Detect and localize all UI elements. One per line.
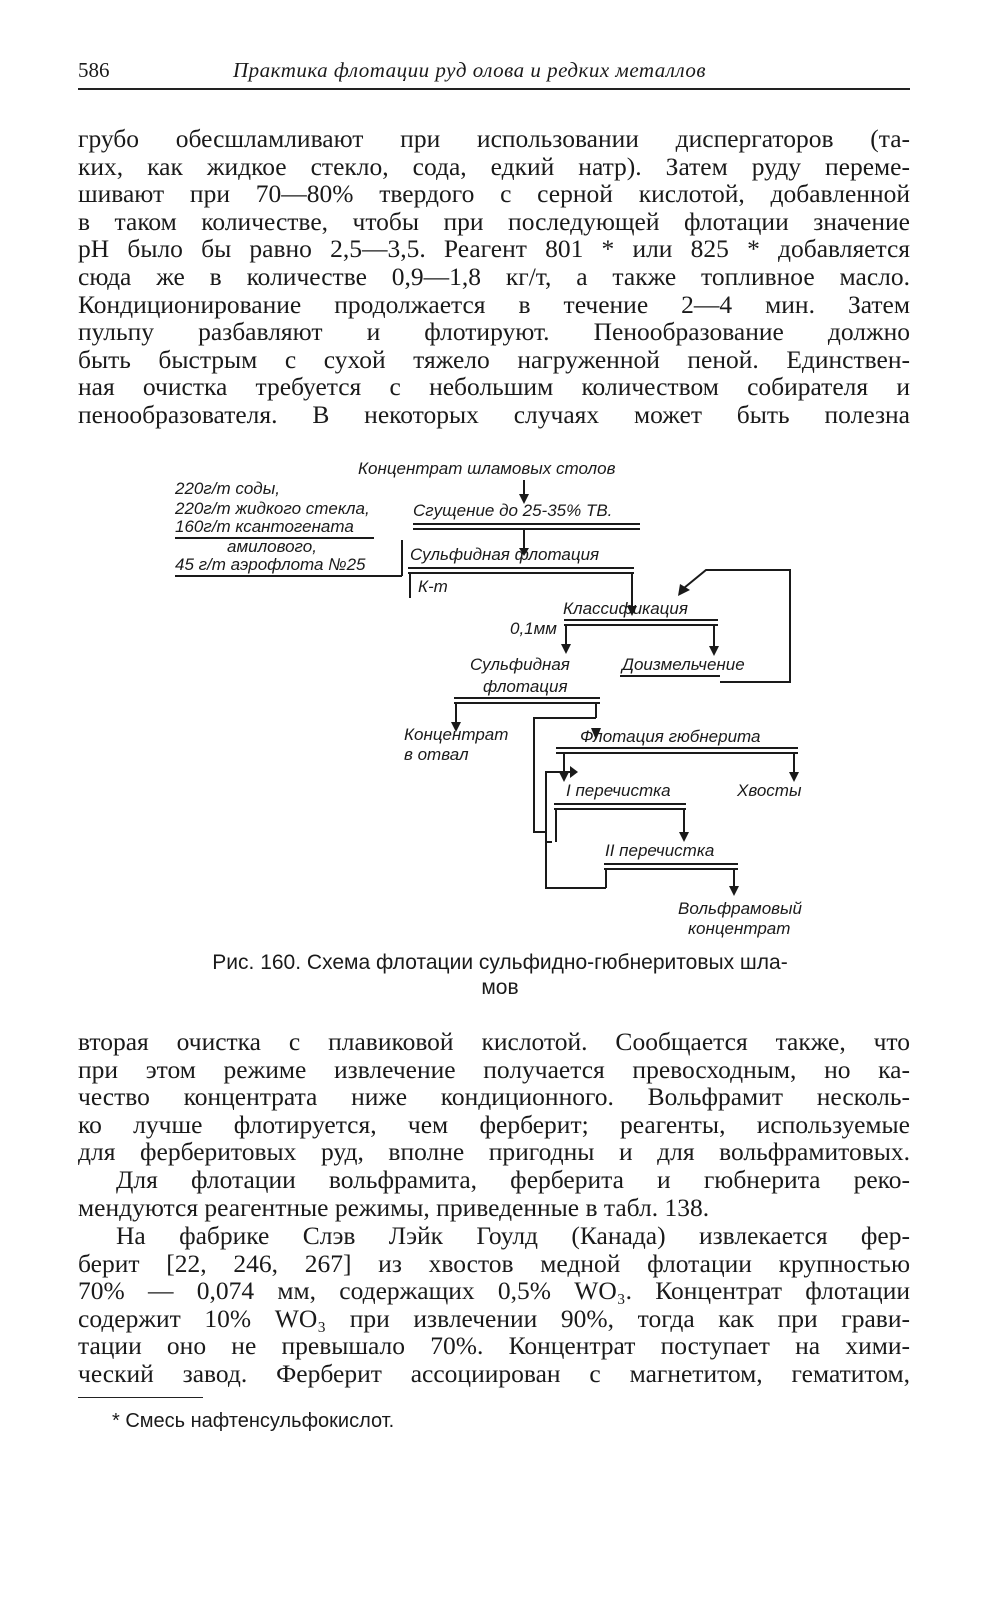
- flowsheet-diagram: [0, 450, 994, 940]
- concentrate-dump-label: Концентрат: [404, 725, 509, 744]
- cleaning-2-label: II перечистка: [605, 841, 715, 860]
- figure-caption: [160, 950, 840, 1000]
- tungsten-concentrate-label: концентрат: [688, 919, 791, 938]
- running-title: Практика флотации руд олова и редких металлов: [233, 58, 706, 82]
- text-line: Для флотации вольфрамита, ферберита и гюбнерита реко-: [116, 1165, 910, 1194]
- reagent-line: 220г/т соды,: [175, 479, 280, 498]
- paragraph-3: [78, 1166, 910, 1221]
- page-header: [78, 58, 910, 88]
- concentrate-short-label: К-т: [418, 577, 448, 596]
- cleaning-1-label: I перечистка: [566, 781, 671, 800]
- header-rule: [78, 88, 910, 90]
- text-line: На фабрике Слэв Лэйк Гоулд (Канада) извлекается фер-: [116, 1221, 910, 1250]
- reagent-line: 220г/т жидкого стекла,: [175, 499, 370, 518]
- sulfide-flotation-2-label: флотация: [483, 677, 568, 696]
- text-line: быть быстрым с сухой тяжело нагруженной пеной. Единствен-: [78, 344, 910, 374]
- text-line: чество концентрата ниже кондиционного. Вольфрамит несколь-: [78, 1082, 910, 1112]
- reagent-line: 45 г/т аэрофлота №25: [175, 555, 366, 574]
- text-line: пульпу разбавляют и флотируют. Пенообразование должно: [78, 317, 910, 347]
- text-line: для ферберитовых руд, вполне пригодны и для вольфрамитовых.: [78, 1137, 910, 1167]
- paragraph-2: [78, 1028, 910, 1166]
- footnote-rule: [78, 1397, 203, 1398]
- recycle-line: [534, 718, 546, 832]
- diagram-top-label: Концентрат шламовых столов: [358, 459, 616, 478]
- text-line: в таком количестве, чтобы при последующей флотации значение: [78, 206, 910, 236]
- text-line: ческий завод. Ферберит ассоциирован с магнетитом, гематитом,: [78, 1358, 910, 1388]
- huebnerite-flotation-label: Флотация гюбнерита: [580, 727, 761, 746]
- text-line: ко лучше флотируется, чем ферберит; реагенты, используемые: [78, 1109, 910, 1139]
- reagent-line: 160г/т ксантогената: [175, 517, 354, 536]
- arrow-icon: [729, 886, 739, 896]
- caption-line: мов: [481, 976, 519, 999]
- text-line: мендуются реагентные режимы, приведенные в табл. 138.: [78, 1192, 710, 1222]
- text-line: содержит 10% WO₃ при извлечении 90%, тогда как при грави-: [78, 1303, 910, 1333]
- caption-line: Рис. 160. Схема флотации сульфидно-гюбнеритовых шла-: [212, 951, 788, 974]
- regrinding-label: Доизмельчение: [622, 655, 745, 674]
- text-line: сюда же в количестве 0,9—1,8 кг/т, а также топливное масло.: [78, 261, 910, 291]
- text-line: при этом режиме извлечение получается превосходным, но ка-: [78, 1054, 910, 1084]
- concentrate-dump-label: в отвал: [404, 745, 469, 764]
- reagent-line: амилового,: [227, 537, 317, 556]
- thickening-label: Сгущение до 25-35% ТВ.: [413, 501, 613, 520]
- arrow-icon: [561, 644, 571, 654]
- text-line: Кондиционирование продолжается в течение 2—4 мин. Затем: [78, 289, 910, 319]
- sulfide-flotation-label: Сульфидная флотация: [410, 545, 600, 564]
- text-line: pH было бы равно 2,5—3,5. Реагент 801 * или 825 * добавляется: [78, 234, 910, 264]
- size-label: 0,1мм: [510, 619, 557, 638]
- tailings-label: Хвосты: [737, 781, 802, 800]
- text-line: вторая очистка с плавиковой кислотой. Сообщается также, что: [78, 1027, 910, 1056]
- text-line: 70% — 0,074 мм, содержащих 0,5% WO₃. Концентрат флотации: [78, 1276, 910, 1306]
- text-line: ких, как жидкое стекло, сода, едкий натр). Затем руду переме-: [78, 151, 910, 181]
- text-line: пенообразователя. В некоторых случаях может быть полезна: [78, 399, 910, 429]
- arrow-icon: [570, 766, 578, 778]
- recycle-line: [546, 842, 606, 888]
- text-line: тации оно не превышало 70%. Концентрат поступает на хими-: [78, 1331, 910, 1361]
- paragraph-4: [78, 1222, 910, 1388]
- paragraph-1: [78, 125, 910, 429]
- text-line: берит [22, 246, 267] из хвостов медной флотации крупностью: [78, 1248, 910, 1278]
- classification-label: Классификация: [563, 599, 688, 618]
- text-line: шивают при 70—80% твердого с серной кислотой, добавленной: [78, 179, 910, 209]
- page-number: 586: [78, 58, 110, 82]
- sulfide-flotation-2-label: Сульфидная: [470, 655, 570, 674]
- footnote: * Смесь нафтенсульфокислот.: [112, 1410, 395, 1432]
- text-line: грубо обесшламливают при использовании диспергаторов (та-: [78, 124, 910, 153]
- text-line: ная очистка требуется с небольшим количеством собирателя и: [78, 372, 910, 402]
- tungsten-concentrate-label: Вольфрамовый: [678, 899, 803, 918]
